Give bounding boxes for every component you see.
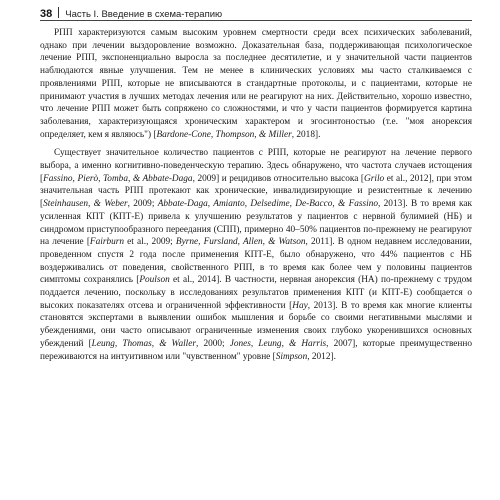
citation-authors: Fassino, Pierò, Tomba, & Abbate-Daga [43, 173, 193, 184]
header-rule [40, 20, 472, 21]
text-run: , 2007], которые преимущественно переживаются на интуитивном или "чувственном" уровне [ [40, 338, 472, 362]
citation-authors: Leung, Thomas, & Waller [91, 338, 197, 349]
text-run: , 2009] и рецидивов относительно высока [ [192, 173, 365, 184]
citation-authors: Byrne, Fursland, Allen, & Watson [175, 237, 306, 248]
citation-authors: Abbate-Daga, Amianto, Delsedime, De-Bacco, & Fassino [157, 199, 379, 210]
citation-authors: Poulson [139, 275, 170, 286]
citation-authors: Hay [292, 300, 308, 311]
header-separator [58, 7, 59, 18]
paragraph [40, 147, 472, 363]
chapter-title: Часть I. Введение в схема-терапию [65, 9, 223, 20]
text-run: et al., 2014]. В частности, нервная анорексия (НА) по-прежнему с трудом поддается лечению, поскольку в исследованиях результатов применения КПТ (и КПТ-Е) сообщается о высоких показателях отсева и ограниченной эффективности [ [40, 275, 473, 311]
page-number: 38 [40, 8, 53, 20]
text-run: et al., 2009; [124, 237, 176, 248]
text-run: , 2013]. В то время как многие клиенты становятся экспертами в выявлении ошибок мышления и борьбе со своими негативными мыслями и убеждениями, они часто описывают ограниченные изменения своих глубоко укоренившихся основных убеждений [ [40, 300, 472, 349]
text-run: , 2013]. В то время как усиленная КПТ (КПТ-Е) привела к улучшению результатов у пациентов с нервной булимией (НБ) и синдромом приступообразного переедания (СПП), примерно 40–50% пациентов по-прежнему не реагируют на лечение [ [40, 199, 473, 248]
text-run: , 2012]. [307, 351, 336, 362]
paragraph [40, 27, 472, 141]
text-run: Существует значительное количество пациентов с РПП, которые не реагируют на лечение первого выбора, а именно когнитивно-поведенческую терапию. Здесь обнаружено, что частота случаев истощения [ [40, 148, 472, 184]
text-run: , 2000; [196, 338, 230, 349]
text-run: , 2011]. В одном недавнем исследовании, проведенном спустя 2 года после применения КПТ-Е, было обнаружено, что 44% пациентов с НБ воздерживались от поведения, свойственного РПП, в то время как более чем у половины пациентов симптомы сохранялись [ [40, 237, 473, 286]
text-run: et al., 2012], при этом значительная часть РПП протекают как хронические, инвалидизирующие и резистентные к лечению [ [40, 173, 473, 210]
citation-authors: Bardone-Cone, Thompson, & Miller [156, 129, 292, 140]
text-run: , 2018]. [291, 129, 321, 140]
running-header [40, 6, 472, 20]
citation-authors: Jones, Leung, & Harris [229, 338, 327, 349]
citation-authors: Steinhausen, & Weber [43, 199, 128, 210]
citation-authors: Fairburn [89, 237, 125, 248]
text-run: , 2009; [127, 199, 158, 210]
citation-authors: Simpson [275, 351, 308, 362]
page-body [40, 27, 472, 363]
citation-authors: Grilo [364, 173, 385, 184]
text-run: РПП характеризуются самым высоким уровнем смертности среди всех психических заболеваний, однако при лечении выздоровление возможно. Доказательная база, поддерживающая психологическое лечение РПП, экспоненциально выросла за последнее десятилетие, и у значительной части пациентов наблюдаются явные улучшения. Тем не менее в клинических условиях мы часто сталкиваемся с проявлениями РПП, которые не вписываются в стандартные протоколы, и с пациентами, которые не принимают участия в лучших методах лечения или не реагируют на них. Действительно, хорошо известно, что лечение РПП может быть сопряжено со сложностями, и что у части пациентов формируется картина заболевания, характеризующаяся хроническим характером и эгосинтоностью (т.е. "моя анорексия определяет, кем я являюсь") [ [40, 28, 472, 140]
